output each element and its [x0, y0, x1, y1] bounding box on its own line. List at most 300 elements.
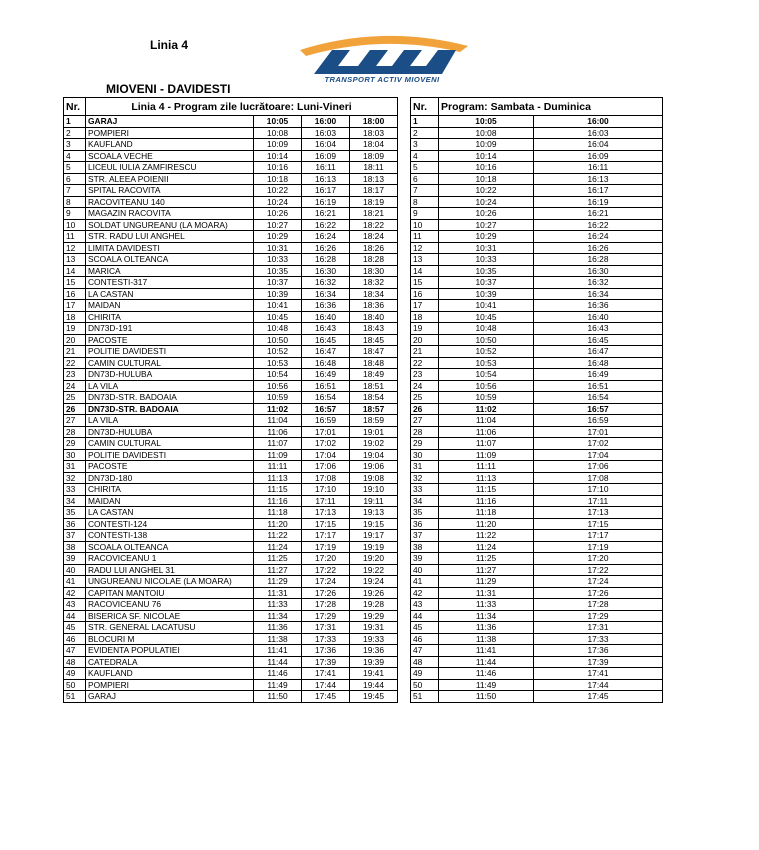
row-number: 16 — [64, 288, 86, 300]
time-cell: 16:09 — [302, 150, 350, 162]
row-number: 20 — [411, 334, 439, 346]
table-row — [64, 426, 398, 438]
time-cell: 10:39 — [439, 288, 534, 300]
time-cell: 10:48 — [254, 323, 302, 335]
stop-name: MAGAZIN RACOVITA — [86, 208, 254, 220]
table-row — [411, 162, 663, 174]
row-number: 19 — [64, 323, 86, 335]
table-row — [411, 357, 663, 369]
table-row — [411, 507, 663, 519]
table-row — [411, 380, 663, 392]
time-cell: 16:32 — [534, 277, 663, 289]
time-cell: 10:14 — [254, 150, 302, 162]
time-cell: 11:15 — [254, 484, 302, 496]
row-number: 14 — [411, 265, 439, 277]
time-cell: 16:11 — [302, 162, 350, 174]
stop-name: RACOVICEANU 76 — [86, 599, 254, 611]
row-number: 11 — [411, 231, 439, 243]
table-row — [411, 426, 663, 438]
row-number: 36 — [64, 518, 86, 530]
row-number: 6 — [64, 173, 86, 185]
table-row — [411, 196, 663, 208]
table-row — [411, 288, 663, 300]
time-cell: 19:45 — [350, 691, 398, 703]
row-number: 37 — [411, 530, 439, 542]
row-number: 5 — [411, 162, 439, 174]
time-cell: 17:31 — [302, 622, 350, 634]
time-cell: 18:19 — [350, 196, 398, 208]
stop-name: RACOVITEANU 140 — [86, 196, 254, 208]
time-cell: 11:18 — [439, 507, 534, 519]
table-row — [411, 139, 663, 151]
time-cell: 16:21 — [534, 208, 663, 220]
tam-logo — [292, 30, 472, 92]
time-cell: 18:04 — [350, 139, 398, 151]
row-number: 46 — [411, 633, 439, 645]
table-row — [64, 127, 398, 139]
table-row — [64, 242, 398, 254]
row-number: 50 — [64, 679, 86, 691]
time-cell: 18:11 — [350, 162, 398, 174]
time-cell: 11:09 — [439, 449, 534, 461]
time-cell: 17:08 — [534, 472, 663, 484]
row-number: 2 — [64, 127, 86, 139]
time-cell: 19:10 — [350, 484, 398, 496]
table-row — [411, 599, 663, 611]
time-cell: 10:41 — [254, 300, 302, 312]
time-cell: 16:17 — [302, 185, 350, 197]
time-cell: 19:20 — [350, 553, 398, 565]
row-number: 32 — [411, 472, 439, 484]
time-cell: 10:31 — [439, 242, 534, 254]
row-number: 24 — [64, 380, 86, 392]
row-number: 4 — [64, 150, 86, 162]
table-row — [64, 564, 398, 576]
table-row — [64, 587, 398, 599]
table-row — [411, 472, 663, 484]
time-cell: 11:11 — [254, 461, 302, 473]
row-number: 12 — [411, 242, 439, 254]
table-row — [411, 173, 663, 185]
table-row — [64, 691, 398, 703]
row-number: 10 — [411, 219, 439, 231]
time-cell: 11:04 — [254, 415, 302, 427]
stop-name: KAUFLAND — [86, 668, 254, 680]
table-row — [64, 415, 398, 427]
time-cell: 19:41 — [350, 668, 398, 680]
time-cell: 16:09 — [534, 150, 663, 162]
stop-name: CONTESTI-138 — [86, 530, 254, 542]
table-row — [64, 185, 398, 197]
stop-name: SCOALA OLTEANCA — [86, 254, 254, 266]
table-row — [64, 392, 398, 404]
time-cell: 17:20 — [302, 553, 350, 565]
time-cell: 11:41 — [439, 645, 534, 657]
time-cell: 11:29 — [254, 576, 302, 588]
time-cell: 17:41 — [534, 668, 663, 680]
row-number: 46 — [64, 633, 86, 645]
time-cell: 16:04 — [534, 139, 663, 151]
stop-name: DN73D-STR. BADOAIA — [86, 392, 254, 404]
time-cell: 16:36 — [302, 300, 350, 312]
stop-name: MARICA — [86, 265, 254, 277]
table-row — [64, 553, 398, 565]
departure-time: 10:05 — [439, 116, 534, 128]
time-cell: 10:54 — [439, 369, 534, 381]
time-cell: 17:36 — [534, 645, 663, 657]
table-row — [411, 576, 663, 588]
time-cell: 17:01 — [534, 426, 663, 438]
row-number: 41 — [411, 576, 439, 588]
table-row — [64, 277, 398, 289]
time-cell: 16:57 — [302, 403, 350, 415]
time-cell: 10:27 — [254, 219, 302, 231]
time-cell: 16:34 — [302, 288, 350, 300]
stop-name: MAIDAN — [86, 300, 254, 312]
time-cell: 17:41 — [302, 668, 350, 680]
stop-name: LIMITA DAVIDESTI — [86, 242, 254, 254]
time-cell: 19:39 — [350, 656, 398, 668]
time-cell: 17:22 — [302, 564, 350, 576]
row-number: 44 — [64, 610, 86, 622]
time-cell: 10:45 — [439, 311, 534, 323]
table-row — [411, 323, 663, 335]
table-row — [64, 610, 398, 622]
time-cell: 17:19 — [534, 541, 663, 553]
stop-name: DN73D-STR. BADOAIA — [86, 403, 254, 415]
time-cell: 11:06 — [439, 426, 534, 438]
stop-name: PACOSTE — [86, 334, 254, 346]
row-number: 17 — [411, 300, 439, 312]
time-cell: 16:51 — [302, 380, 350, 392]
departure-time: 10:05 — [254, 116, 302, 128]
stop-name: BLOCURI M — [86, 633, 254, 645]
row-number: 22 — [411, 357, 439, 369]
time-cell: 17:29 — [534, 610, 663, 622]
time-cell: 16:45 — [302, 334, 350, 346]
time-cell: 17:22 — [534, 564, 663, 576]
table-row — [411, 334, 663, 346]
table-row — [411, 645, 663, 657]
time-cell: 18:17 — [350, 185, 398, 197]
time-cell: 11:11 — [439, 461, 534, 473]
time-cell: 11:50 — [439, 691, 534, 703]
time-cell: 17:02 — [302, 438, 350, 450]
time-cell: 17:45 — [302, 691, 350, 703]
time-cell: 17:39 — [534, 656, 663, 668]
time-cell: 10:08 — [439, 127, 534, 139]
stop-name: RACOVICEANU 1 — [86, 553, 254, 565]
time-cell: 11:46 — [439, 668, 534, 680]
time-cell: 10:35 — [439, 265, 534, 277]
row-number: 8 — [411, 196, 439, 208]
time-cell: 11:04 — [439, 415, 534, 427]
time-cell: 16:22 — [534, 219, 663, 231]
time-cell: 10:09 — [254, 139, 302, 151]
time-cell: 19:24 — [350, 576, 398, 588]
time-cell: 10:48 — [439, 323, 534, 335]
time-cell: 16:22 — [302, 219, 350, 231]
table-row — [411, 208, 663, 220]
time-cell: 16:54 — [534, 392, 663, 404]
time-cell: 17:31 — [534, 622, 663, 634]
table-row — [64, 116, 398, 128]
time-cell: 17:19 — [302, 541, 350, 553]
stop-name: DN73D-HULUBA — [86, 426, 254, 438]
row-number: 36 — [411, 518, 439, 530]
time-cell: 10:29 — [439, 231, 534, 243]
route-title: MIOVENI - DAVIDESTI — [106, 82, 231, 96]
weekday-schedule-title: Linia 4 - Program zile lucrătoare: Luni-Vineri — [86, 98, 398, 116]
time-cell: 18:32 — [350, 277, 398, 289]
time-cell: 19:36 — [350, 645, 398, 657]
time-cell: 11:38 — [439, 633, 534, 645]
time-cell: 16:13 — [302, 173, 350, 185]
row-number: 15 — [64, 277, 86, 289]
row-number: 7 — [411, 185, 439, 197]
time-cell: 18:09 — [350, 150, 398, 162]
table-row — [411, 668, 663, 680]
departure-time: 16:00 — [302, 116, 350, 128]
time-cell: 10:09 — [439, 139, 534, 151]
row-number: 15 — [411, 277, 439, 289]
row-number: 26 — [64, 403, 86, 415]
stop-name: STR. ALEEA POIENII — [86, 173, 254, 185]
stop-name: CAPITAN MANTOIU — [86, 587, 254, 599]
table-row — [64, 679, 398, 691]
time-cell: 10:59 — [439, 392, 534, 404]
time-cell: 17:06 — [302, 461, 350, 473]
time-cell: 11:29 — [439, 576, 534, 588]
time-cell: 18:03 — [350, 127, 398, 139]
time-cell: 17:20 — [534, 553, 663, 565]
time-cell: 17:24 — [302, 576, 350, 588]
table-row — [411, 415, 663, 427]
table-row — [64, 576, 398, 588]
time-cell: 11:34 — [254, 610, 302, 622]
time-cell: 11:44 — [254, 656, 302, 668]
table-row — [64, 357, 398, 369]
time-cell: 10:56 — [254, 380, 302, 392]
row-number: 47 — [64, 645, 86, 657]
time-cell: 16:13 — [534, 173, 663, 185]
weekend-schedule-table — [410, 97, 663, 703]
time-cell: 17:28 — [534, 599, 663, 611]
time-cell: 19:11 — [350, 495, 398, 507]
time-cell: 11:24 — [254, 541, 302, 553]
row-number: 48 — [411, 656, 439, 668]
table-row — [411, 231, 663, 243]
time-cell: 18:26 — [350, 242, 398, 254]
time-cell: 17:13 — [302, 507, 350, 519]
time-cell: 11:25 — [439, 553, 534, 565]
time-cell: 16:57 — [534, 403, 663, 415]
row-number: 3 — [64, 139, 86, 151]
time-cell: 19:01 — [350, 426, 398, 438]
time-cell: 16:26 — [302, 242, 350, 254]
stop-name: SOLDAT UNGUREANU (LA MOARA) — [86, 219, 254, 231]
time-cell: 18:45 — [350, 334, 398, 346]
time-cell: 17:02 — [534, 438, 663, 450]
time-cell: 10:22 — [254, 185, 302, 197]
row-number: 40 — [411, 564, 439, 576]
time-cell: 18:57 — [350, 403, 398, 415]
stop-name: EVIDENTA POPULATIEI — [86, 645, 254, 657]
time-cell: 11:16 — [439, 495, 534, 507]
row-number: 22 — [64, 357, 86, 369]
time-cell: 11:50 — [254, 691, 302, 703]
table-row — [64, 645, 398, 657]
time-cell: 16:03 — [534, 127, 663, 139]
table-row — [411, 633, 663, 645]
row-number: 41 — [64, 576, 86, 588]
row-number: 45 — [411, 622, 439, 634]
row-number: 42 — [411, 587, 439, 599]
time-cell: 10:14 — [439, 150, 534, 162]
time-cell: 16:03 — [302, 127, 350, 139]
weekday-header-row — [64, 98, 398, 116]
time-cell: 18:51 — [350, 380, 398, 392]
row-number: 29 — [411, 438, 439, 450]
time-cell: 19:08 — [350, 472, 398, 484]
table-row — [411, 311, 663, 323]
time-cell: 16:04 — [302, 139, 350, 151]
table-row — [64, 346, 398, 358]
stop-name: KAUFLAND — [86, 139, 254, 151]
time-cell: 10:35 — [254, 265, 302, 277]
row-number: 1 — [64, 116, 86, 128]
time-cell: 17:08 — [302, 472, 350, 484]
stop-name: PACOSTE — [86, 461, 254, 473]
time-cell: 16:24 — [302, 231, 350, 243]
table-row — [64, 461, 398, 473]
row-number: 33 — [411, 484, 439, 496]
time-cell: 19:26 — [350, 587, 398, 599]
time-cell: 10:31 — [254, 242, 302, 254]
row-number: 31 — [64, 461, 86, 473]
table-row — [64, 518, 398, 530]
table-row — [64, 196, 398, 208]
time-cell: 11:13 — [254, 472, 302, 484]
row-number: 34 — [64, 495, 86, 507]
time-cell: 17:44 — [302, 679, 350, 691]
time-cell: 10:37 — [254, 277, 302, 289]
table-row — [411, 438, 663, 450]
row-number: 43 — [64, 599, 86, 611]
table-row — [411, 484, 663, 496]
table-row — [411, 691, 663, 703]
table-row — [64, 541, 398, 553]
time-cell: 11:22 — [254, 530, 302, 542]
table-row — [411, 277, 663, 289]
time-cell: 16:59 — [302, 415, 350, 427]
time-cell: 19:02 — [350, 438, 398, 450]
time-cell: 17:44 — [534, 679, 663, 691]
time-cell: 19:22 — [350, 564, 398, 576]
row-number: 3 — [411, 139, 439, 151]
row-number: 18 — [64, 311, 86, 323]
stop-name: CONTESTI-124 — [86, 518, 254, 530]
time-cell: 10:33 — [439, 254, 534, 266]
time-cell: 16:30 — [302, 265, 350, 277]
table-row — [64, 495, 398, 507]
time-cell: 10:16 — [439, 162, 534, 174]
stop-name: DN73D-191 — [86, 323, 254, 335]
stop-name: CHIRITA — [86, 311, 254, 323]
time-cell: 10:52 — [254, 346, 302, 358]
table-row — [411, 622, 663, 634]
time-cell: 11:36 — [439, 622, 534, 634]
time-cell: 17:36 — [302, 645, 350, 657]
table-row — [64, 599, 398, 611]
row-number: 42 — [64, 587, 86, 599]
table-row — [411, 461, 663, 473]
table-row — [411, 265, 663, 277]
time-cell: 11:18 — [254, 507, 302, 519]
time-cell: 17:26 — [534, 587, 663, 599]
departure-time: 18:00 — [350, 116, 398, 128]
table-row — [64, 656, 398, 668]
time-cell: 11:31 — [254, 587, 302, 599]
stop-name: SCOALA OLTEANCA — [86, 541, 254, 553]
time-cell: 10:53 — [254, 357, 302, 369]
time-cell: 16:24 — [534, 231, 663, 243]
line-number: Linia 4 — [150, 38, 189, 52]
time-cell: 11:41 — [254, 645, 302, 657]
time-cell: 11:46 — [254, 668, 302, 680]
row-number: 51 — [411, 691, 439, 703]
row-number: 24 — [411, 380, 439, 392]
row-number: 34 — [411, 495, 439, 507]
time-cell: 16:28 — [302, 254, 350, 266]
row-number: 28 — [411, 426, 439, 438]
time-cell: 11:49 — [254, 679, 302, 691]
time-cell: 18:21 — [350, 208, 398, 220]
time-cell: 16:49 — [534, 369, 663, 381]
table-row — [64, 668, 398, 680]
departure-time: 16:00 — [534, 116, 663, 128]
time-cell: 16:49 — [302, 369, 350, 381]
stop-name: CHIRITA — [86, 484, 254, 496]
table-row — [64, 219, 398, 231]
time-cell: 11:33 — [254, 599, 302, 611]
time-cell: 11:07 — [439, 438, 534, 450]
time-cell: 19:28 — [350, 599, 398, 611]
time-cell: 17:28 — [302, 599, 350, 611]
row-number: 13 — [64, 254, 86, 266]
time-cell: 11:15 — [439, 484, 534, 496]
time-cell: 17:33 — [302, 633, 350, 645]
row-number: 20 — [64, 334, 86, 346]
table-row — [64, 633, 398, 645]
time-cell: 17:26 — [302, 587, 350, 599]
time-cell: 18:24 — [350, 231, 398, 243]
time-cell: 10:54 — [254, 369, 302, 381]
time-cell: 11:07 — [254, 438, 302, 450]
stop-name: CONTESTI-317 — [86, 277, 254, 289]
time-cell: 16:19 — [302, 196, 350, 208]
stop-name: GARAJ — [86, 116, 254, 128]
row-number: 16 — [411, 288, 439, 300]
table-row — [64, 403, 398, 415]
row-number: 30 — [411, 449, 439, 461]
stop-name: LA VILA — [86, 380, 254, 392]
stop-name: LA VILA — [86, 415, 254, 427]
time-cell: 10:41 — [439, 300, 534, 312]
time-cell: 16:51 — [534, 380, 663, 392]
row-number: 8 — [64, 196, 86, 208]
table-row — [64, 288, 398, 300]
